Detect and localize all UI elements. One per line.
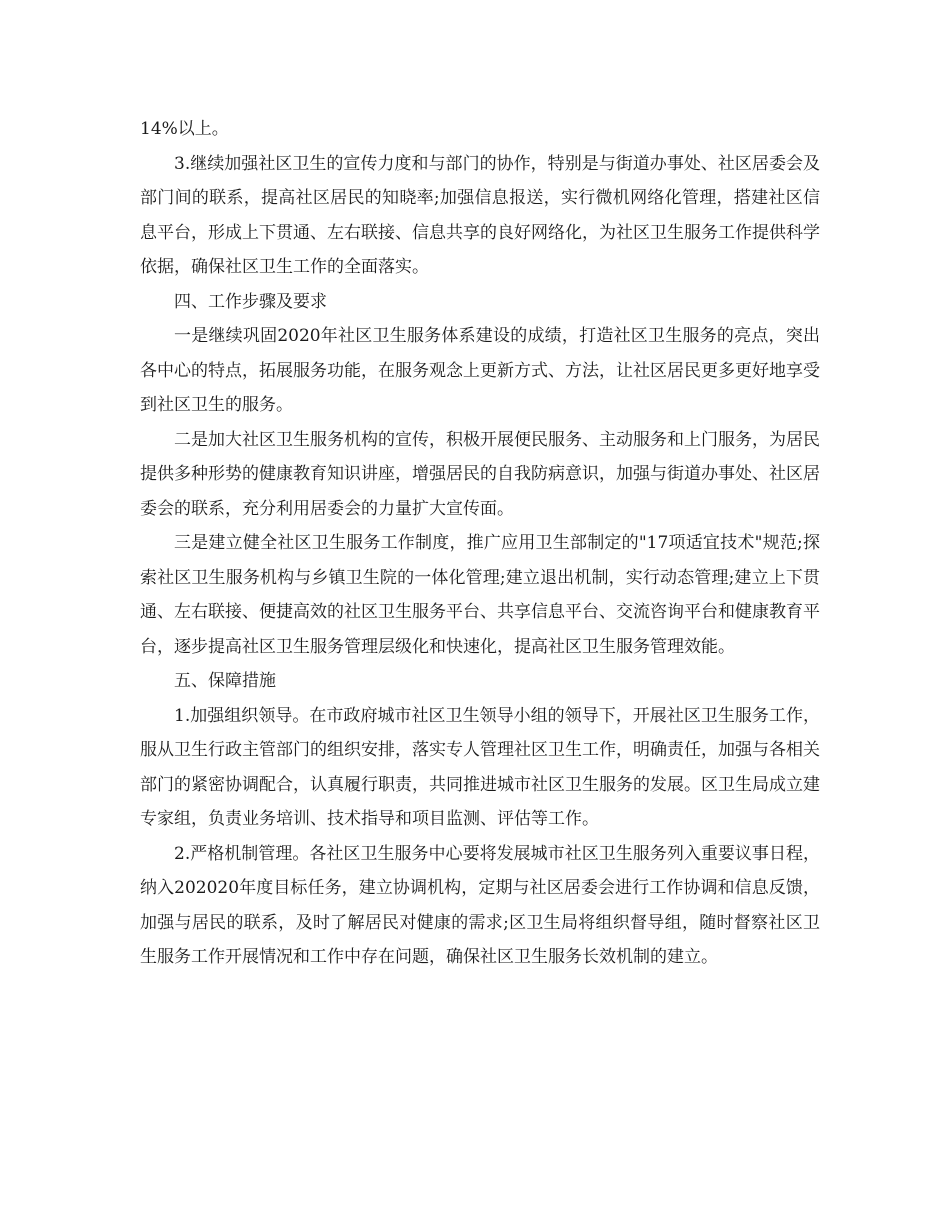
section-heading-safeguards: 五、保障措施	[174, 671, 276, 691]
paragraph-step-3: 三是建立健全社区卫生服务工作制度，推广应用卫生部制定的"17项适宜技术"规范;探索社区卫生服务机构与乡镇卫生院的一体化管理;建立退出机制，实行动态管理;建立上下贯通、左右联接、便捷高效的社区卫生服务平台、共享信息平台、交流咨询平台和健康教育平台，逐步提高社区卫生服务管理层级化和快速化，提高社区卫生服务管理效能。	[140, 533, 820, 657]
paragraph-continuation: 14%以上。	[140, 119, 229, 139]
paragraph-safeguard-2: 2.严格机制管理。各社区卫生服务中心要将发展城市社区卫生服务列入重要议事日程，纳入202020年度目标任务，建立协调机构，定期与社区居委会进行工作协调和信息反馈，加强与居民的联系，及时了解居民对健康的需求;区卫生局将组织督导组，随时督察社区卫生服务工作开展情况和工作中存在问题，确保社区卫生服务长效机制的建立。	[140, 843, 820, 967]
section-heading-steps: 四、工作步骤及要求	[174, 291, 327, 312]
paragraph-step-1: 一是继续巩固2020年社区卫生服务体系建设的成绩，打造社区卫生服务的亮点，突出各中心的特点，拓展服务功能，在服务观念上更新方式、方法，让社区居民更多更好地享受到社区卫生的服务。	[140, 326, 820, 415]
paragraph-item-3: 3.继续加强社区卫生的宣传力度和与部门的协作，特别是与街道办事处、社区居委会及部门间的联系，提高社区居民的知晓率;加强信息报送，实行微机网络化管理，搭建社区信息平台，形成上下贯通、左右联接、信息共享的良好网络化，为社区卫生服务工作提供科学依据，确保社区卫生工作的全面落实。	[140, 153, 820, 277]
paragraph-step-2: 二是加大社区卫生服务机构的宣传，积极开展便民服务、主动服务和上门服务，为居民提供多种形势的健康教育知识讲座，增强居民的自我防病意识，加强与街道办事处、社区居委会的联系，充分利用居委会的力量扩大宣传面。	[140, 429, 820, 519]
document-body	[140, 112, 820, 975]
paragraph-safeguard-1: 1.加强组织领导。在市政府城市社区卫生领导小组的领导下，开展社区卫生服务工作，服从卫生行政主管部门的组织安排，落实专人管理社区卫生工作，明确责任，加强与各相关部门的紧密协调配合，认真履行职责，共同推进城市社区卫生服务的发展。区卫生局成立建专家组，负责业务培训、技术指导和项目监测、评估等工作。	[140, 705, 820, 829]
